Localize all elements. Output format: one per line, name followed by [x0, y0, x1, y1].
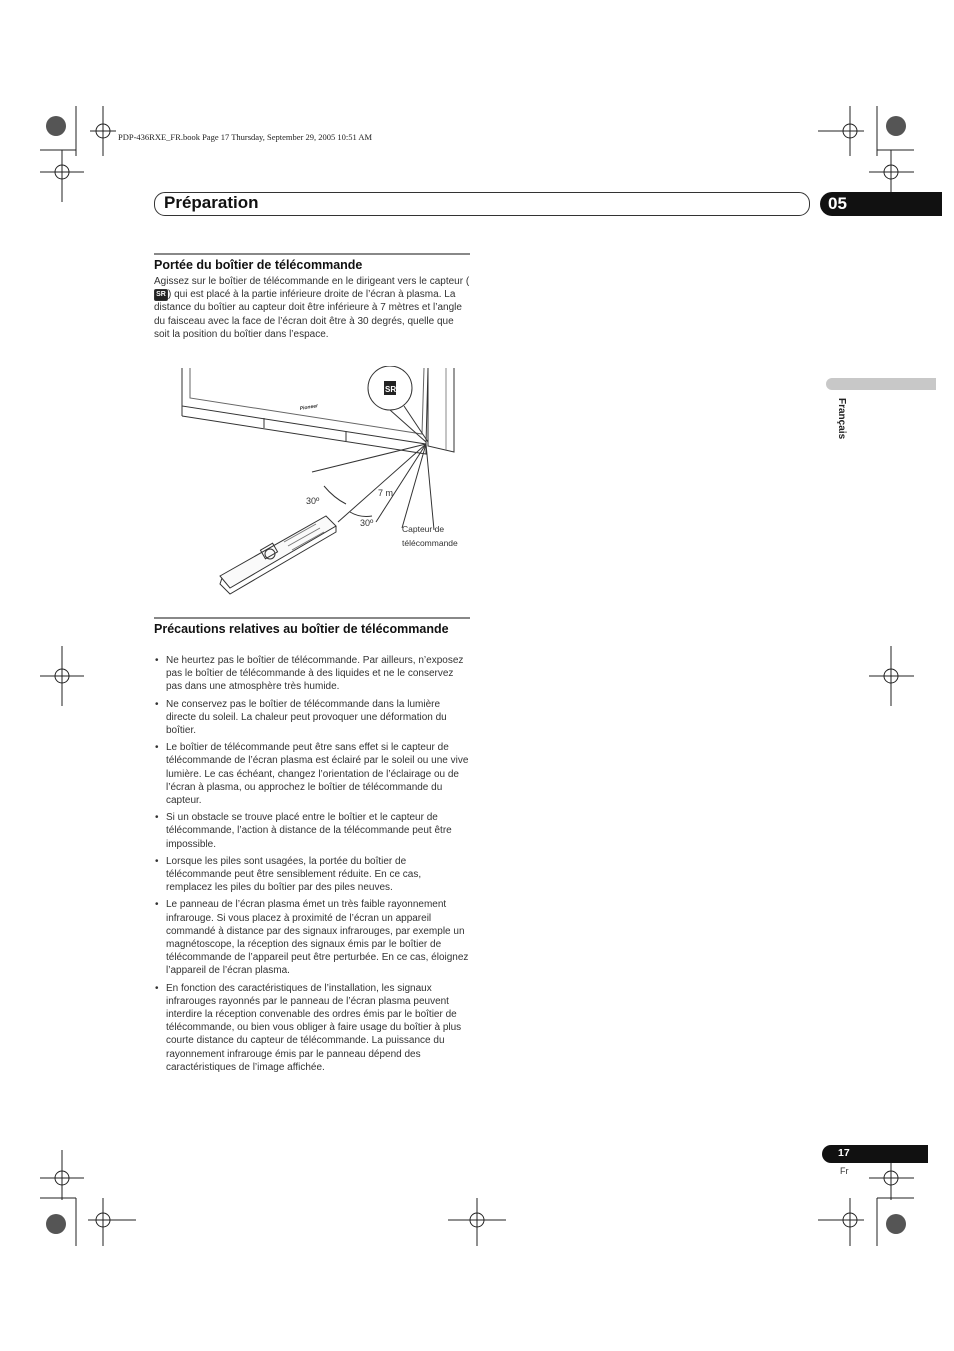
section-title: Portée du boîtier de télécommande — [154, 258, 363, 272]
sensor-symbol-text: SR — [385, 385, 397, 394]
list-item: • En fonction des caractéristiques de l’installation, les signaux infrarouges rayonnés par le panneau de l’écran plasma peuvent interdire la réception convenable des ordres émis par le boîtier de télécommande, ou bien vous obliger à faire usage du boîtier à plus courte distance du capteur de télécommande. La puissance du rayonnement infrarouge émis par le panneau dépend des caractéristiques de l’image affichée. — [154, 982, 470, 1074]
paragraph-text: Agissez sur le boîtier de télécommande en le dirigeant vers le capteur ( — [154, 276, 470, 287]
language-tab — [826, 378, 936, 390]
paragraph-text: ) qui est placé à la partie inférieure droite de l’écran à plasma. La distance du boîtier au capteur doit être inférieure à 7 mètres et l’angle du faisceau avec la face de l’écran doit être à 30 degrés, quelle que soit la position du boîtier dans l’espace. — [154, 289, 462, 340]
list-item: • Si un obstacle se trouve placé entre le boîtier et le capteur de télécommande, l’action à distance de la télécommande peut être impossible. — [154, 811, 470, 851]
page-number: 17 — [838, 1147, 850, 1159]
language-label: Français — [836, 398, 847, 440]
distance-label: 7 m — [378, 488, 394, 498]
list-item: • Lorsque les piles sont usagées, la portée du boîtier de télécommande peut être sensiblement réduite. En ce cas, remplacez les piles du boîtier par des piles neuves. — [154, 855, 470, 895]
list-item: • Ne conservez pas le boîtier de télécommande dans la lumière directe du soleil. La chaleur peut provoquer une déformation du boîtier. — [154, 698, 470, 738]
section-paragraph — [154, 275, 470, 341]
section-title: Précautions relatives au boîtier de télécommande — [154, 622, 449, 636]
list-item: • Le boîtier de télécommande peut être sans effet si le capteur de télécommande de l’écran plasma est éclairé par le soleil ou une vive lumière. Le cas échéant, changez l’orientation de l’éclairage ou de l’écran à plasma, ou approchez le boîtier de télécommande du capteur. — [154, 741, 470, 807]
tv-brand: Pioneer — [299, 403, 319, 412]
sensor-caption — [402, 522, 458, 550]
list-item: • Ne heurtez pas le boîtier de télécommande. Par ailleurs, n’exposez pas le boîtier de télécommande à des liquides et ne le conservez pas dans une atmosphère très humide. — [154, 654, 470, 694]
page-language: Fr — [840, 1166, 849, 1176]
remote-range-diagram — [176, 366, 470, 602]
file-info: PDP-436RXE_FR.book Page 17 Thursday, September 29, 2005 10:51 AM — [118, 132, 373, 142]
angle-label-right: 30º — [360, 518, 374, 528]
list-item: • Le panneau de l’écran plasma émet un très faible rayonnement infrarouge. Si vous placez à proximité de l’écran un appareil commandé à distance par des signaux infrarouges, par exemple un magnétoscope, la réception des signaux émis par le boîtier de télécommande de l’appareil peut être perturbée. En ce cas, éloignez l’appareil de l’écran plasma. — [154, 898, 470, 977]
page-title: Préparation — [164, 193, 259, 212]
angle-label-left: 30º — [306, 496, 320, 506]
sensor-caption-line: télécommande — [402, 538, 458, 548]
section-rule — [154, 253, 470, 255]
sensor-icon: SR — [154, 289, 168, 301]
sensor-caption-line: Capteur de — [402, 524, 445, 534]
sensor-symbol — [384, 381, 396, 395]
precautions-list — [154, 654, 470, 1078]
section-rule — [154, 617, 470, 619]
chapter-number: 05 — [828, 194, 847, 213]
